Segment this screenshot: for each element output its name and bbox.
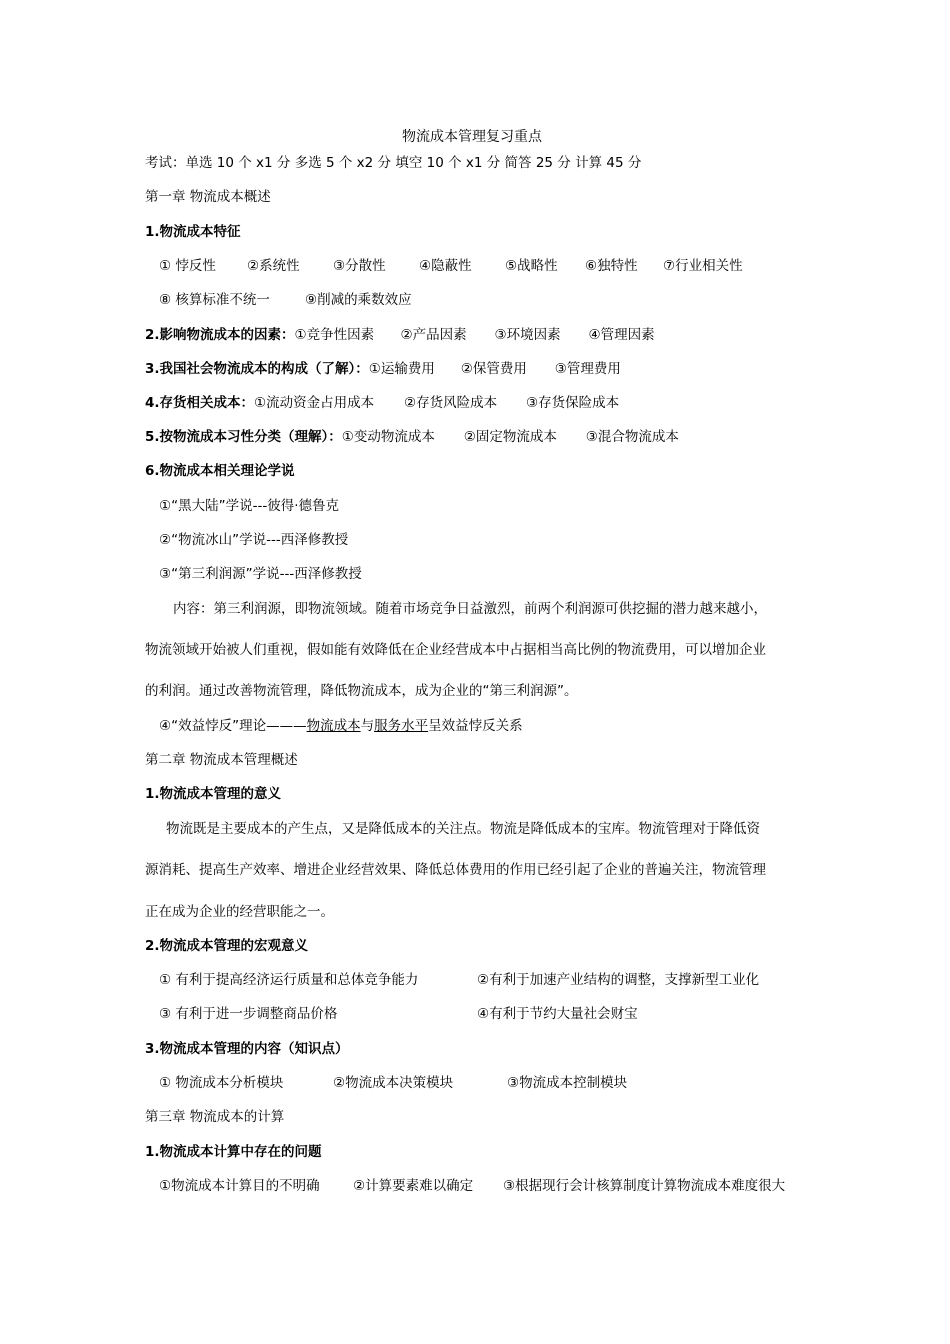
list-item: ②系统性 [247, 258, 300, 274]
section-1-3-title: 3.我国社会物流成本的构成（了解）： [145, 361, 369, 377]
list-item: ③“第三利润源”学说---西泽修教授 [159, 566, 362, 582]
theory-text: 呈效益悖反关系 [428, 718, 523, 734]
section-1-4-title: 4.存货相关成本： [145, 395, 255, 411]
paragraph-line: 的利润。通过改善物流管理，降低物流成本，成为企业的“第三利润源”。 [145, 683, 578, 699]
section-1-2-title: 2.影响物流成本的因素： [145, 327, 295, 343]
list-item: ③根据现行会计核算制度计算物流成本难度很大 [503, 1178, 786, 1194]
page-title: 物流成本管理复习重点 [402, 129, 542, 145]
list-item: ① 悖反性 [159, 258, 216, 274]
section-1-4 [145, 394, 619, 412]
section-2-2-items-row1 [159, 971, 759, 989]
section-3-1-items [159, 1177, 785, 1195]
list-item: ②计算要素难以确定 [353, 1178, 474, 1194]
section-2-3-items [159, 1074, 627, 1092]
list-item: ①运输费用 [368, 361, 435, 377]
list-item: ②固定物流成本 [463, 429, 557, 445]
list-item: ②有利于加速产业结构的调整，支撑新型工业化 [477, 972, 760, 988]
list-item: ⑤战略性 [505, 258, 558, 274]
section-2-1-title: 1.物流成本管理的意义 [145, 786, 282, 802]
list-item: ②产品因素 [400, 327, 467, 343]
list-item: ⑦行业相关性 [663, 258, 743, 274]
paragraph-line: 正在成为企业的经营职能之一。 [145, 904, 334, 920]
list-item: ⑨削减的乘数效应 [305, 292, 412, 308]
list-item: ①“黑大陆”学说---彼得·德鲁克 [159, 498, 339, 514]
list-item: ③混合物流成本 [585, 429, 679, 445]
list-item: ④有利于节约大量社会财宝 [477, 1006, 638, 1022]
list-item: ① 有利于提高经济运行质量和总体竞争能力 [159, 972, 419, 988]
list-item: ②存货风险成本 [404, 395, 498, 411]
section-1-6-title: 6.物流成本相关理论学说 [145, 463, 295, 479]
list-item: ① 物流成本分析模块 [159, 1075, 284, 1091]
section-2-2-items-row2 [159, 1005, 638, 1023]
exam-info: 考试：单选 10 个 x1 分 多选 5 个 x2 分 填空 10 个 x1 分 简答 25 分 计算 45 分 [145, 155, 642, 171]
section-1-5 [145, 428, 679, 446]
list-item: ②“物流冰山”学说---西泽修教授 [159, 532, 349, 548]
list-item: ②保管费用 [460, 361, 527, 377]
section-1-3 [145, 360, 621, 378]
list-item: ①变动物流成本 [341, 429, 435, 445]
section-1-2 [145, 326, 655, 344]
list-item: ③存货保险成本 [526, 395, 620, 411]
paragraph-line: 内容：第三利润源，即物流领域。随着市场竞争日益激烈，前两个利润源可供挖掘的潜力越来越小， [173, 601, 767, 617]
chapter-2-heading: 第二章 物流成本管理概述 [145, 752, 298, 768]
section-3-1-title: 1.物流成本计算中存在的问题 [145, 1144, 322, 1160]
list-item: ③管理费用 [554, 361, 621, 377]
list-item: ⑧ 核算标准不统一 [159, 292, 270, 308]
section-2-2-title: 2.物流成本管理的宏观意义 [145, 938, 309, 954]
paragraph-line: 物流领域开始被人们重视，假如能有效降低在企业经营成本中占据相当高比例的物流费用，可以增加企业 [145, 642, 766, 658]
section-1-1-items-row2 [159, 291, 412, 309]
underlined-term: 服务水平 [374, 718, 429, 734]
section-1-5-title: 5.按物流成本习性分类（理解）： [145, 429, 342, 445]
list-item: ④管理因素 [588, 327, 655, 343]
theory-text: 与 [360, 718, 375, 734]
list-item: ③ 有利于进一步调整商品价格 [159, 1006, 338, 1022]
section-1-1-title: 1.物流成本特征 [145, 224, 241, 240]
list-item: ③分散性 [333, 258, 386, 274]
paragraph-line: 源消耗、提高生产效率、增进企业经营效果、降低总体费用的作用已经引起了企业的普遍关注，物流管理 [145, 862, 766, 878]
list-item: ③物流成本控制模块 [507, 1075, 628, 1091]
list-item: ①竞争性因素 [294, 327, 375, 343]
list-item: ②物流成本决策模块 [333, 1075, 454, 1091]
list-item [159, 717, 523, 735]
list-item: ③环境因素 [494, 327, 561, 343]
list-item: ④隐蔽性 [419, 258, 472, 274]
chapter-3-heading: 第三章 物流成本的计算 [145, 1109, 285, 1125]
list-item: ①物流成本计算目的不明确 [159, 1178, 320, 1194]
list-item: ①流动资金占用成本 [254, 395, 375, 411]
section-1-1-items-row1 [159, 257, 743, 275]
paragraph-line: 物流既是主要成本的产生点，又是降低成本的关注点。物流是降低成本的宝库。物流管理对于降低资 [166, 821, 760, 837]
section-2-3-title: 3.物流成本管理的内容（知识点） [145, 1041, 349, 1057]
list-item: ⑥独特性 [585, 258, 638, 274]
underlined-term: 物流成本 [306, 718, 361, 734]
theory-text: ④“效益悖反”理论——— [159, 718, 307, 734]
chapter-1-heading: 第一章 物流成本概述 [145, 189, 271, 205]
